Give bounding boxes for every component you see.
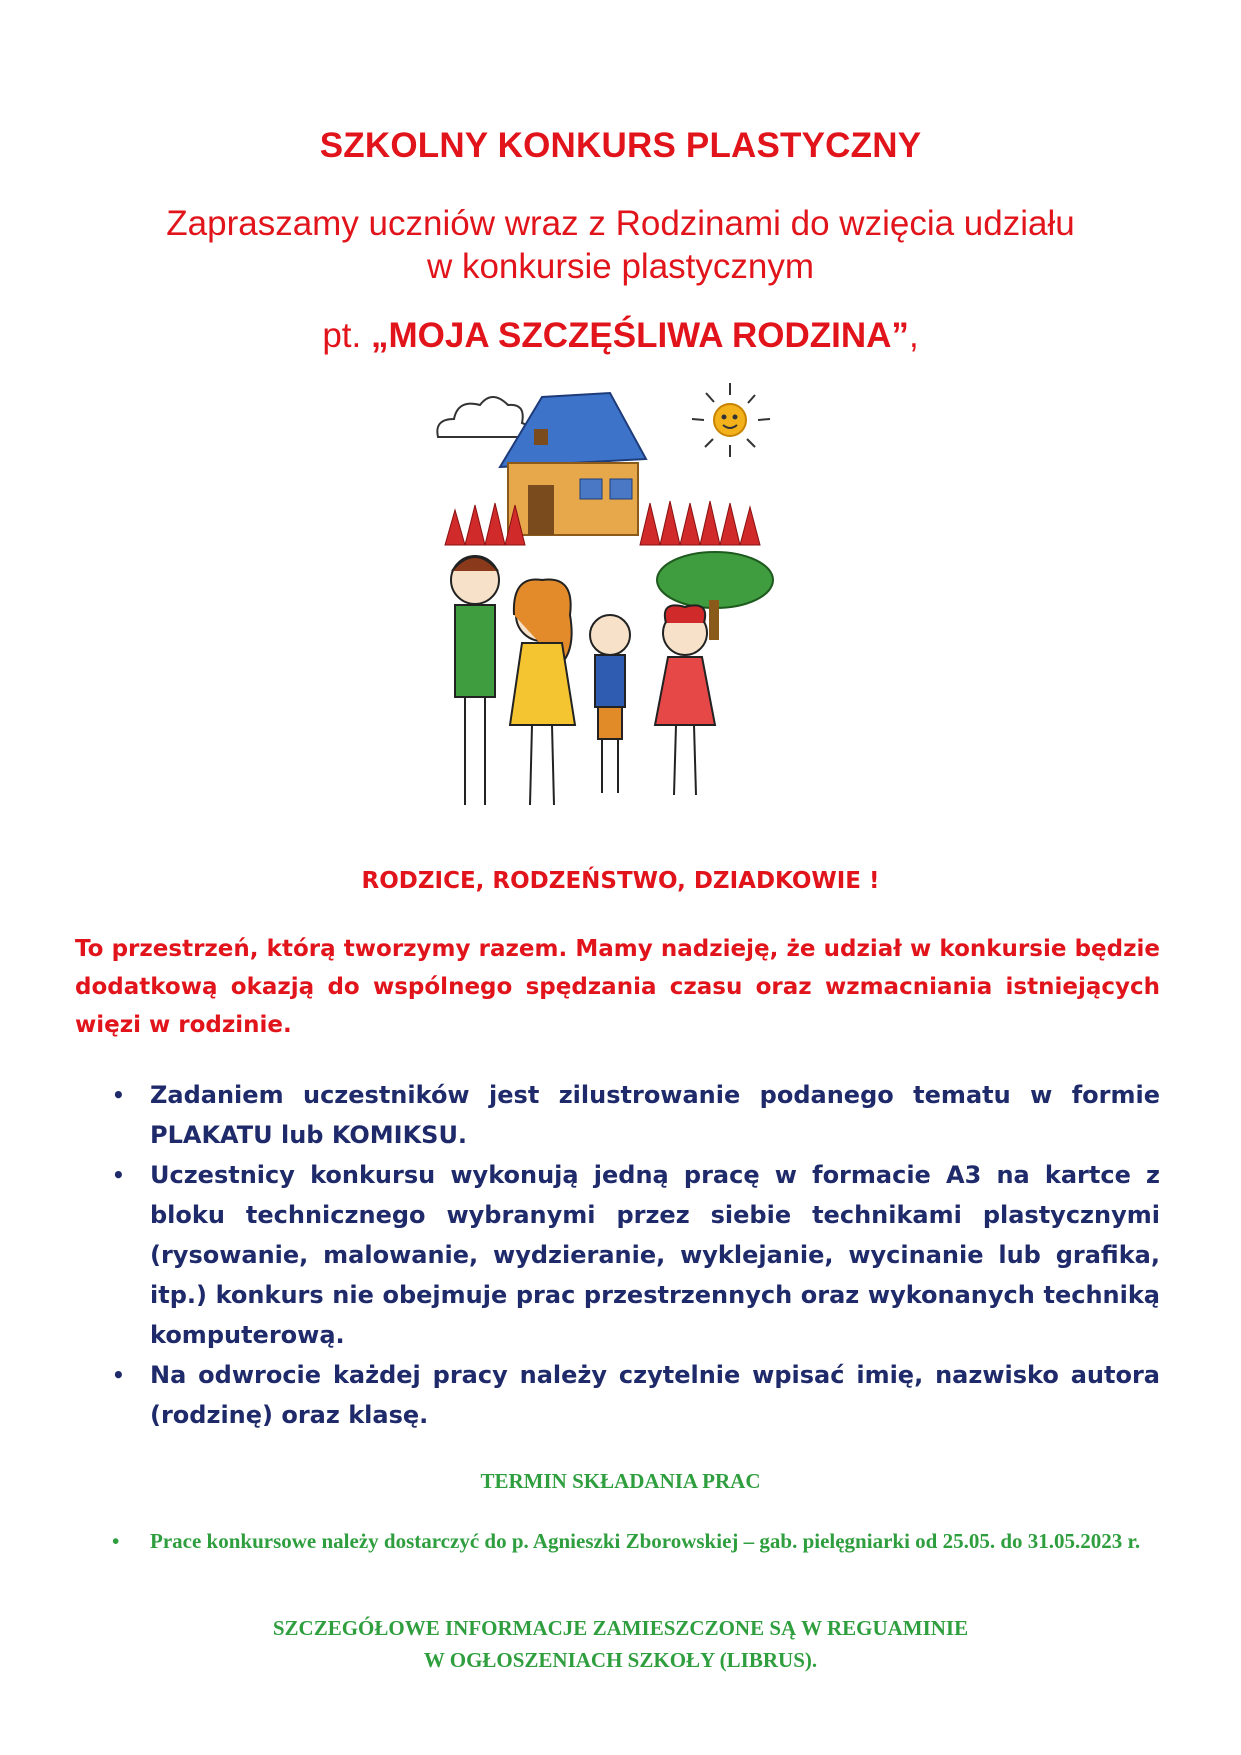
bullet-icon: • (112, 1529, 120, 1553)
rules-list (100, 1075, 1160, 1435)
bullet-icon: • (112, 1163, 125, 1187)
deadline-heading: TERMIN SKŁADANIA PRAC (480, 1469, 761, 1493)
list-item (100, 1355, 1160, 1435)
sun-icon (692, 383, 770, 457)
bullet-icon: • (112, 1083, 125, 1107)
deadline-list (100, 1527, 1160, 1555)
callout-heading: RODZICE, RODZEŃSTWO, DZIADKOWIE ! (361, 868, 880, 894)
deadline-text: Prace konkursowe należy dostarczyć do p. Agnieszki Zborowskiej – gab. pielęgniarki od 25.05. do 31.05.2023 r. (150, 1529, 1141, 1553)
list-item (100, 1527, 1160, 1555)
invitation-line-1: Zapraszamy uczniów wraz z Rodzinami do wzięcia udziału (166, 204, 1075, 243)
rule-text: Zadaniem uczestników jest zilustrowanie podanego tematu w formie PLAKATU lub KOMIKSU. (150, 1081, 1160, 1149)
footer-note (0, 1612, 1241, 1676)
poster-title: SZKOLNY KONKURS PLASTYCZNY (319, 126, 922, 165)
contest-theme (0, 316, 1241, 356)
list-item (100, 1075, 1160, 1155)
footer-line-2: W OGŁOSZENIACH SZKOŁY (LIBRUS). (423, 1648, 818, 1672)
invitation-line-2: w konkursie plastycznym (426, 247, 815, 286)
theme-suffix: , (908, 316, 919, 355)
family-drawing (430, 375, 810, 820)
invitation-text (0, 202, 1241, 288)
footer-line-1: SZCZEGÓŁOWE INFORMACJE ZAMIESZCZONE SĄ W REGUAMINIE (272, 1616, 969, 1640)
theme-prefix: pt. (322, 316, 371, 355)
bullet-icon: • (112, 1363, 125, 1387)
list-item (100, 1155, 1160, 1355)
intro-paragraph: To przestrzeń, którą tworzymy razem. Mamy nadzieję, że udział w konkursie będzie dodatkową okazją do wspólnego spędzania czasu oraz wzmacniania istniejących więzi w rodzinie. (75, 936, 1160, 1038)
rule-text: Uczestnicy konkursu wykonują jedną pracę w formacie A3 na kartce z bloku technicznego wybranymi przez siebie technikami plastycznymi (rysowanie, malowanie, wydzieranie, wyklejanie, wycinanie lub grafika, itp.) konkurs nie obejmuje prac przestrzennych oraz wykonanych techniką komputerową. (150, 1161, 1160, 1349)
cloud-icon (437, 397, 529, 437)
theme-title: „MOJA SZCZĘŚLIWA RODZINA” (370, 316, 909, 355)
rule-text: Na odwrocie każdej pracy należy czytelnie wpisać imię, nazwisko autora (rodzinę) oraz klasę. (150, 1361, 1160, 1429)
